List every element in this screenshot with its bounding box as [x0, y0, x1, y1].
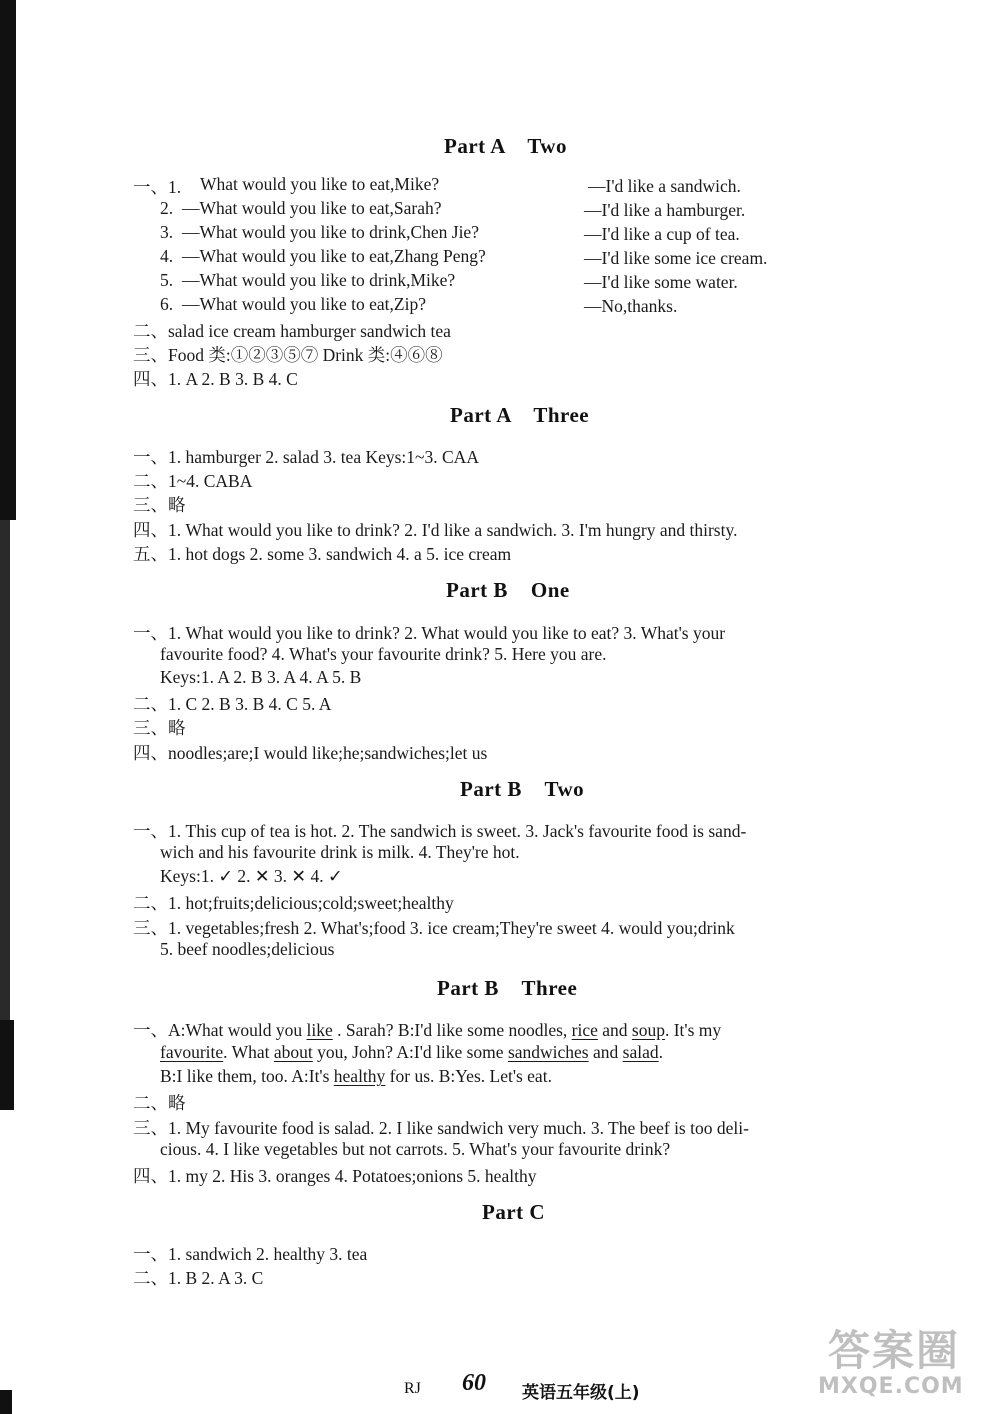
answer-line: wich and his favourite drink is milk. 4. They're hot. [160, 842, 520, 862]
answer-line: cious. 4. I like vegetables but not carrots. 5. What's your favourite drink? [160, 1139, 671, 1159]
answer-line: 四、1. A 2. B 3. B 4. C [133, 369, 298, 389]
text-segment: B:I like them, too. A:It's [160, 1066, 330, 1086]
answer-line: 二、1. B 2. A 3. C [133, 1268, 264, 1288]
dialogue-line [133, 1017, 721, 1042]
answer-line: 二、salad ice cream hamburger sandwich tea [133, 321, 451, 341]
answer-line: 一、1. sandwich 2. healthy 3. tea [133, 1244, 368, 1264]
answer-line: 二、1~4. CABA [133, 471, 253, 491]
item-number: 3. [160, 222, 174, 242]
answer-line: —I'd like a hamburger. [584, 200, 746, 220]
answer-line: favourite food? 4. What's your favourite drink? 5. Here you are. [160, 644, 607, 664]
answer-line: —I'd like a cup of tea. [584, 224, 740, 244]
answer-line: 三、略 [133, 495, 186, 515]
text-segment: . Sarah? B:I'd like some noodles, [337, 1020, 568, 1040]
answer-line: 三、Food 类:①②③⑤⑦ Drink 类:④⑥⑧ [133, 345, 443, 365]
dialogue-line [160, 1066, 552, 1087]
answer-line: 二、1. C 2. B 3. B 4. C 5. A [133, 694, 332, 714]
text-segment: 一、A:What would you [133, 1020, 303, 1040]
scan-edge [0, 520, 10, 1020]
question-line: —What would you like to drink,Mike? [182, 270, 456, 290]
watermark [810, 1318, 990, 1408]
edition-code: RJ [404, 1380, 421, 1397]
answer-line: 四、1. my 2. His 3. oranges 4. Potatoes;onions 5. healthy [133, 1166, 537, 1186]
item-number: 2. [160, 198, 174, 218]
fill-in-answer: rice [571, 1020, 598, 1040]
fill-in-answer: like [306, 1020, 333, 1040]
answer-line: —I'd like some ice cream. [584, 248, 768, 268]
text-segment: you, John? A:I'd like some [317, 1042, 504, 1062]
watermark-logo-text: 答案圈 [828, 1326, 961, 1375]
book-title: 英语五年级(上) [522, 1383, 640, 1403]
dialogue-line [160, 1042, 663, 1063]
fill-in-answer: healthy [333, 1066, 386, 1086]
text-segment: . What [223, 1042, 270, 1062]
answer-line: Keys:1. ✓ 2. ✕ 3. ✕ 4. ✓ [160, 866, 343, 886]
answer-line: 四、1. What would you like to drink? 2. I'd like a sandwich. 3. I'm hungry and thirsty. [133, 520, 738, 540]
fill-in-answer: about [273, 1042, 313, 1062]
answer-line: 一、1. What would you like to drink? 2. What would you like to eat? 3. What's your [133, 623, 726, 643]
watermark-url: MXQE.COM [818, 1374, 964, 1399]
answer-line: —No,thanks. [584, 296, 678, 316]
text-segment: . [658, 1042, 663, 1062]
answer-line: —I'd like some water. [584, 272, 738, 292]
scan-edge [0, 1390, 12, 1414]
item-number: 6. [160, 294, 174, 314]
text-segment: . It's my [664, 1020, 722, 1040]
section-title-part-a-three: Part A Three [450, 403, 590, 427]
text-segment: and [602, 1020, 628, 1040]
question-line: —What would you like to drink,Chen Jie? [182, 222, 479, 242]
answer-line: 一、1. hamburger 2. salad 3. tea Keys:1~3. CAA [133, 447, 479, 467]
question-line: —What would you like to eat,Zhang Peng? [182, 246, 486, 266]
answer-line: Keys:1. A 2. B 3. A 4. A 5. B [160, 667, 362, 687]
section-title-part-a-two: Part A Two [444, 134, 567, 158]
answer-line: 三、略 [133, 718, 186, 738]
text-segment: and [593, 1042, 619, 1062]
text-segment: for us. B:Yes. Let's eat. [389, 1066, 552, 1086]
answer-line: 四、noodles;are;I would like;he;sandwiches;let us [133, 743, 488, 763]
scan-edge [0, 1020, 14, 1110]
answer-line: —I'd like a sandwich. [588, 176, 741, 196]
answer-line: 三、1. vegetables;fresh 2. What's;food 3. ice cream;They're sweet 4. would you;drink [133, 918, 735, 938]
answer-line: 二、略 [133, 1093, 186, 1113]
page-number: 60 [462, 1370, 486, 1396]
question-line: —What would you like to eat,Sarah? [182, 198, 442, 218]
section-title-part-c: Part C [482, 1200, 546, 1224]
scan-edge [0, 0, 16, 520]
answer-line: 5. beef noodles;delicious [160, 939, 335, 959]
fill-in-answer: soup [631, 1020, 665, 1040]
item-number: 一、1. [133, 177, 182, 197]
question-line: —What would you like to eat,Zip? [182, 294, 426, 314]
fill-in-answer: sandwiches [507, 1042, 589, 1062]
answer-line: 二、1. hot;fruits;delicious;cold;sweet;healthy [133, 893, 454, 913]
fill-in-answer: salad [622, 1042, 659, 1062]
section-title-part-b-two: Part B Two [460, 777, 585, 801]
fill-in-answer: favourite [160, 1042, 224, 1062]
section-title-part-b-one: Part B One [446, 578, 570, 602]
answer-line: 五、1. hot dogs 2. some 3. sandwich 4. a 5. ice cream [133, 544, 512, 564]
item-number: 4. [160, 246, 174, 266]
question-line: What would you like to eat,Mike? [200, 174, 440, 194]
answer-line: 三、1. My favourite food is salad. 2. I like sandwich very much. 3. The beef is too deli- [133, 1118, 749, 1138]
section-title-part-b-three: Part B Three [437, 976, 578, 1000]
answer-line: 一、1. This cup of tea is hot. 2. The sandwich is sweet. 3. Jack's favourite food is sand- [133, 821, 747, 841]
item-number: 5. [160, 270, 174, 290]
